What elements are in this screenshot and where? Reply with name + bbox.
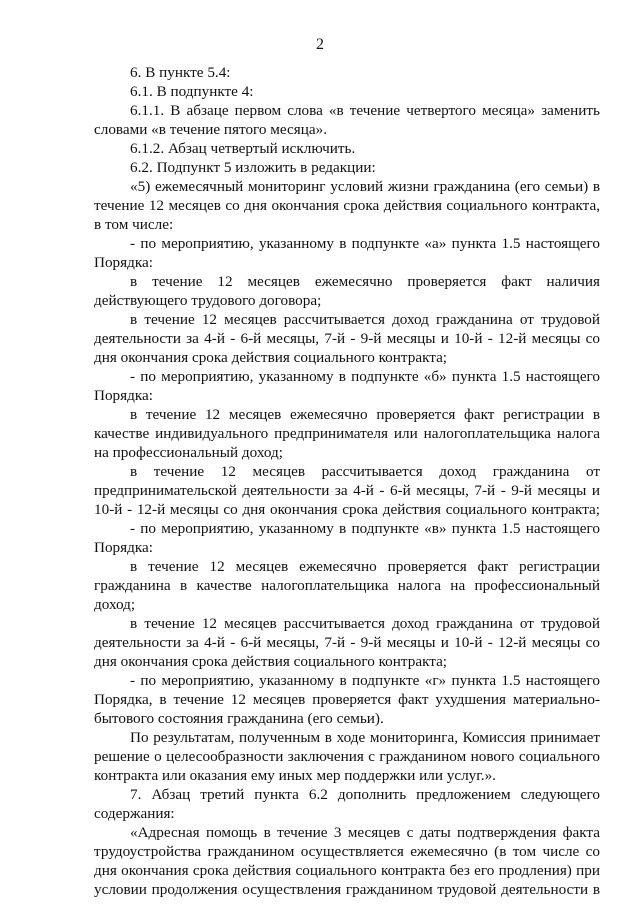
text-line: дня окончания срока действия социального контракта без его продления) при [94, 862, 600, 879]
text-line: дня окончания срока действия социального контракта; [94, 349, 448, 366]
text-line: предпринимательской деятельности за 4-й - 6-й месяцы, 7-й - 9-й месяцы и [94, 482, 600, 499]
text-line: в течение 12 месяцев рассчитывается доход гражданина от трудовой [130, 615, 600, 632]
page-number: 2 [316, 36, 324, 53]
text-line: в течение 12 месяцев рассчитывается доход гражданина от [130, 463, 600, 480]
text-line: в том числе: [94, 216, 174, 233]
text-line: 6.1.2. Абзац четвертый исключить. [130, 140, 356, 157]
text-line: 10-й - 12-й месяцы со дня окончания срока действия социального контракта; [94, 501, 600, 518]
text-line: решение о целесообразности заключения с гражданином нового социального [94, 748, 600, 765]
text-line: дня окончания срока действия социального контракта; [94, 653, 448, 670]
text-line: - по мероприятию, указанному в подпункте «в» пункта 1.5 настоящего [130, 520, 600, 537]
text-line: Порядка: [94, 539, 153, 556]
document-body [94, 63, 600, 899]
text-line: «5) ежемесячный мониторинг условий жизни гражданина (его семьи) в [130, 178, 600, 195]
text-line: деятельности за 4-й - 6-й месяцы, 7-й - 9-й месяцы и 10-й - 12-й месяцы со [94, 634, 600, 651]
text-line: - по мероприятию, указанному в подпункте «г» пункта 1.5 настоящего [130, 672, 600, 689]
text-line: словами «в течение пятого месяца». [94, 121, 327, 138]
text-line: в течение 12 месяцев рассчитывается доход гражданина от трудовой [130, 311, 600, 328]
text-line: гражданина в качестве налогоплательщика налога на профессиональный [94, 577, 600, 594]
text-line: По результатам, полученным в ходе мониторинга, Комиссия принимает [130, 729, 600, 746]
text-line: 6.2. Подпункт 5 изложить в редакции: [130, 159, 376, 176]
text-line: в течение 12 месяцев ежемесячно проверяется факт наличия [130, 273, 600, 290]
text-line: деятельности за 4-й - 6-й месяцы, 7-й - 9-й месяцы и 10-й - 12-й месяцы со [94, 330, 600, 347]
text-line: Порядка, в течение 12 месяцев проверяется факт ухудшения материально- [94, 691, 600, 708]
text-line: на профессиональный доход; [94, 444, 283, 461]
text-line: «Адресная помощь в течение 3 месяцев с даты подтверждения факта [130, 824, 600, 841]
text-line: Порядка: [94, 254, 153, 271]
text-line: течение 12 месяцев со дня окончания срока действия социального контракта, [94, 197, 600, 214]
text-line: условии продолжения осуществления гражданином трудовой деятельности в [94, 881, 600, 898]
text-line: действующего трудового договора; [94, 292, 322, 309]
text-line: трудоустройства гражданином осуществляется ежемесячно (в том числе со [94, 843, 600, 860]
text-line: - по мероприятию, указанному в подпункте «а» пункта 1.5 настоящего [130, 235, 600, 252]
page-top-edge [0, 0, 640, 3]
text-line: Порядка: [94, 387, 153, 404]
text-line: 7. Абзац третий пункта 6.2 дополнить предложением следующего [130, 786, 600, 803]
text-line: в течение 12 месяцев ежемесячно проверяется факт регистрации в [130, 406, 600, 423]
text-line: в течение 12 месяцев ежемесячно проверяется факт регистрации [130, 558, 600, 575]
text-line: - по мероприятию, указанному в подпункте «б» пункта 1.5 настоящего [130, 368, 600, 385]
text-line: качестве индивидуального предпринимателя или налогоплательщика налога [94, 425, 600, 442]
text-line: бытового состояния гражданина (его семьи). [94, 710, 384, 727]
text-line: доход; [94, 596, 136, 613]
text-line: содержания: [94, 805, 175, 822]
text-line: 6.1.1. В абзаце первом слова «в течение четвертого месяца» заменить [130, 102, 600, 119]
text-line: 6. В пункте 5.4: [130, 64, 231, 81]
text-line: 6.1. В подпункте 4: [130, 83, 254, 100]
text-line: контракта или оказания ему иных мер поддержки или услуг.». [94, 767, 496, 784]
